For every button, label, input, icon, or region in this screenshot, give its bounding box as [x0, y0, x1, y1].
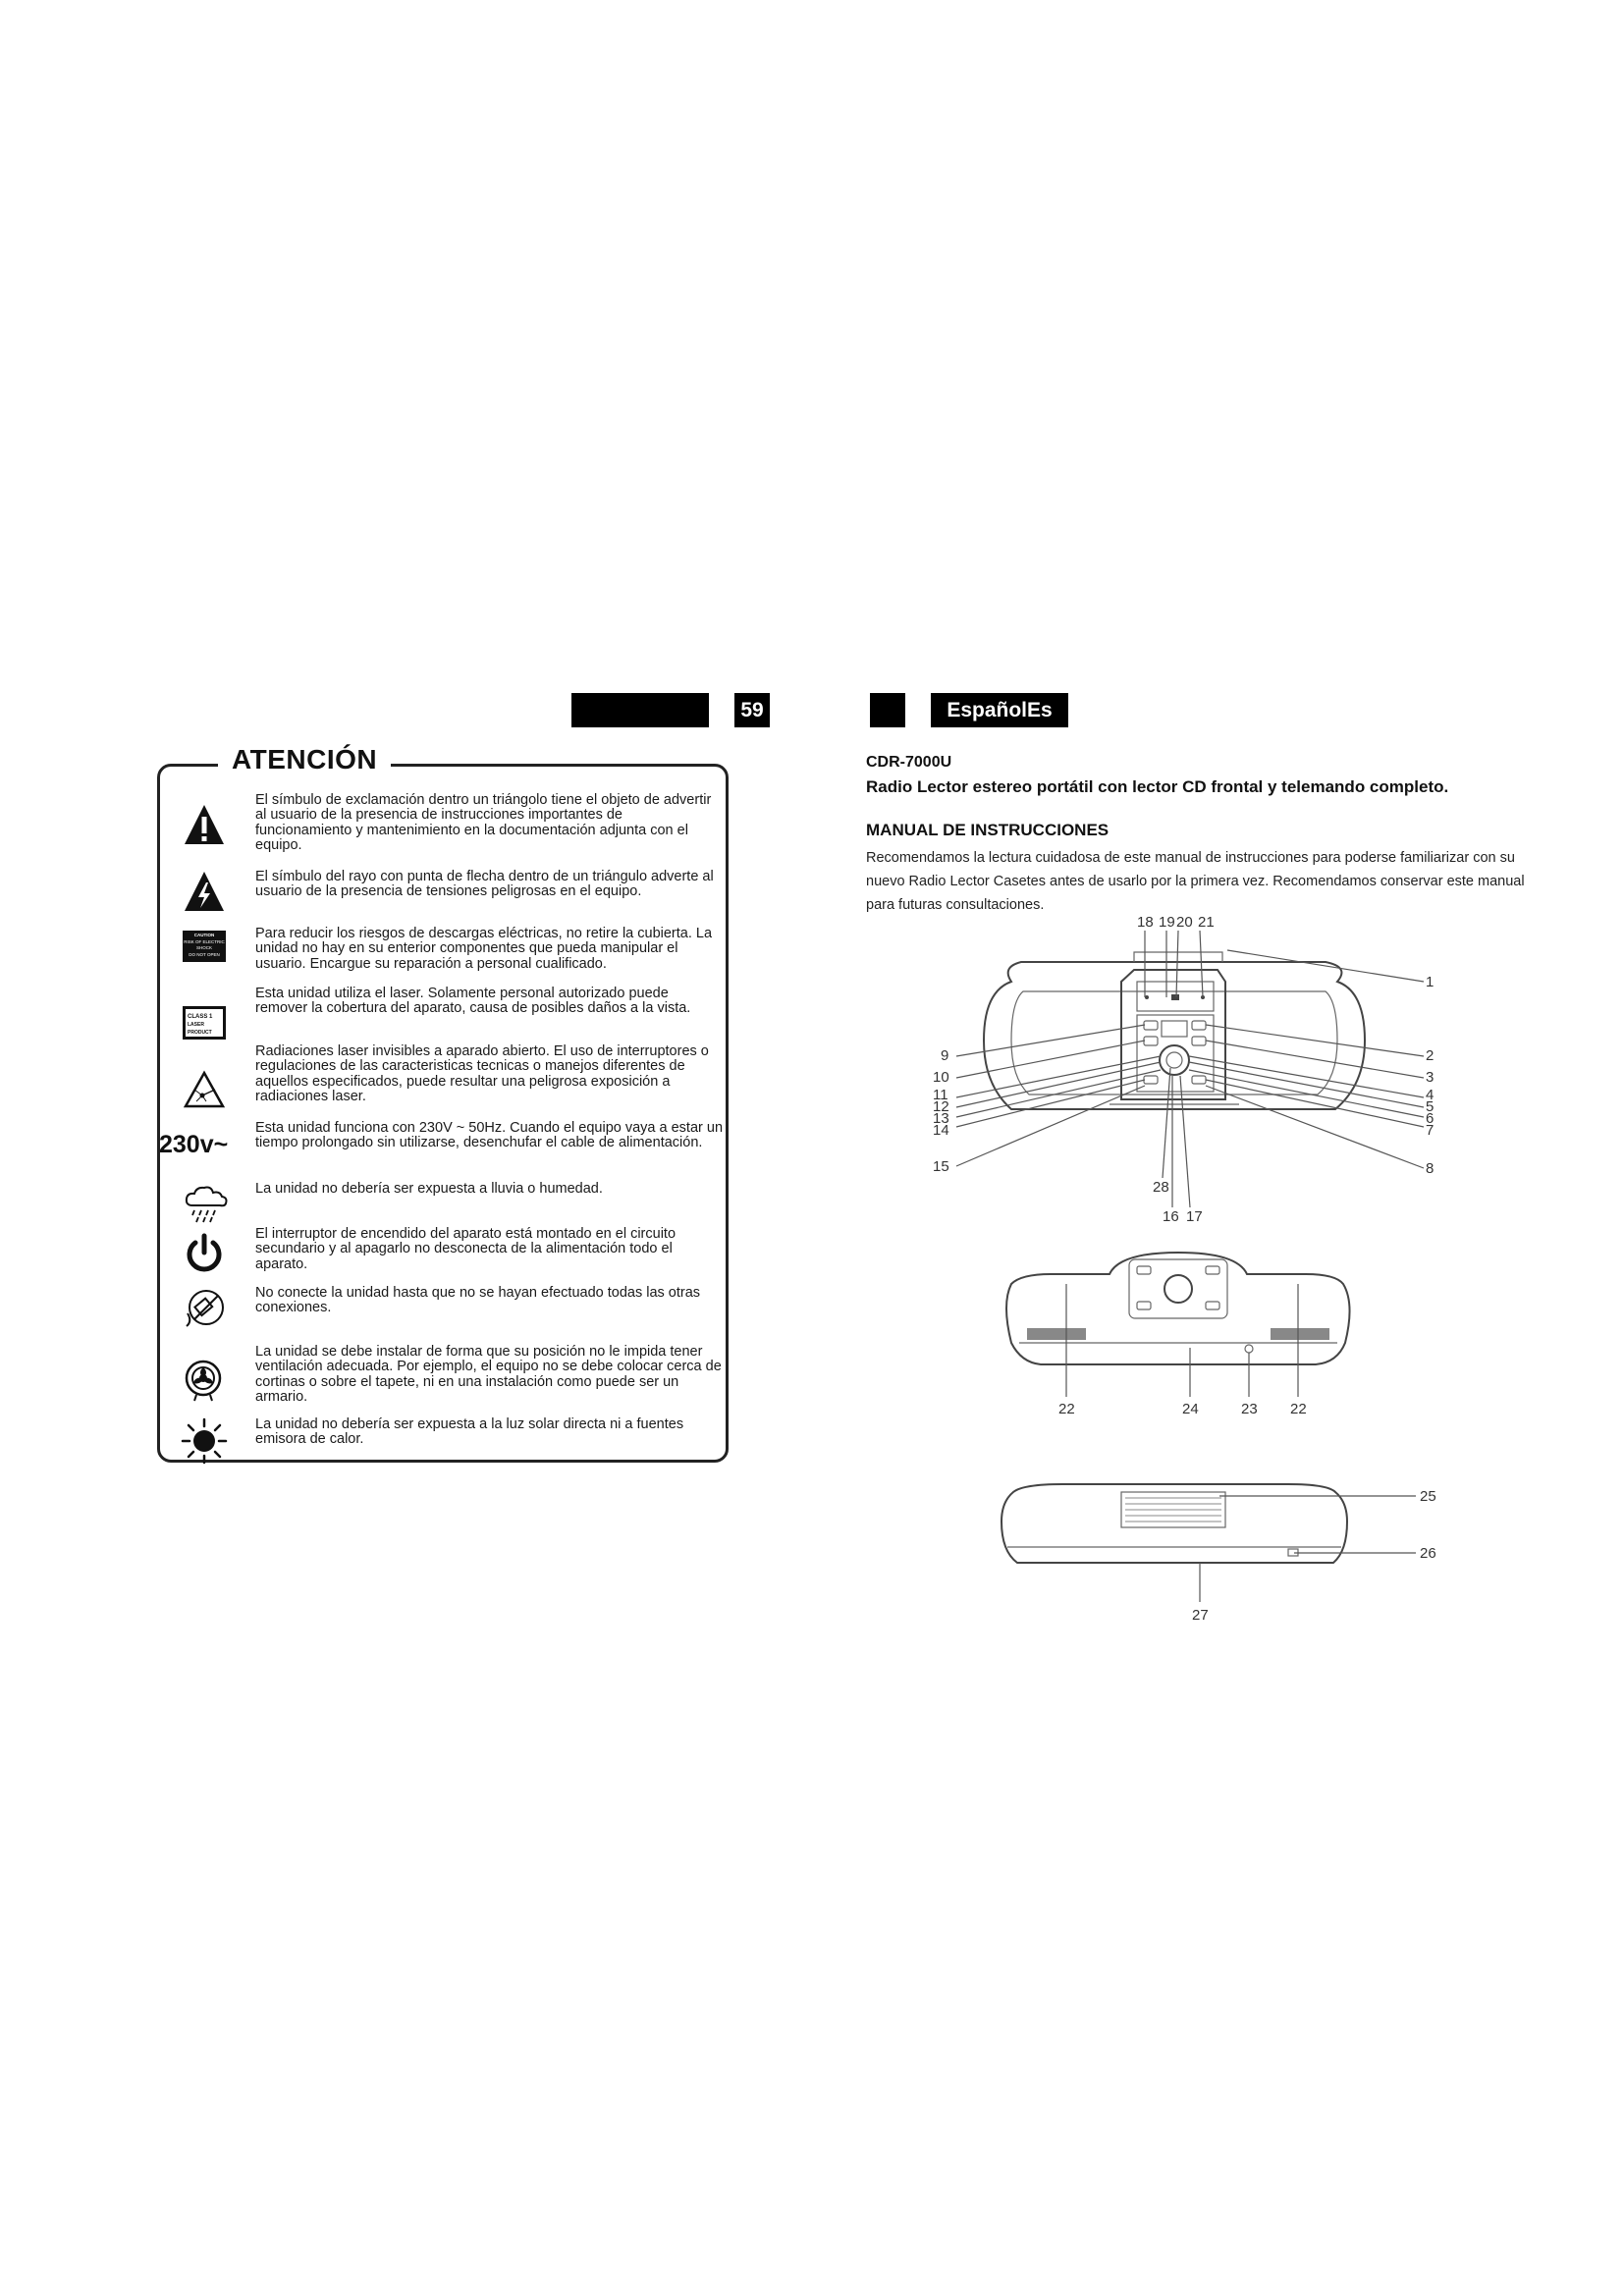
- front-view-diagram: [913, 913, 1443, 1237]
- warning-text-voltage: Esta unidad funciona con 230V ~ 50Hz. Cuando el equipo vaya a estar un tiempo prolongado sin utilizarse, desenchufar el cable de alimentación.: [255, 1120, 724, 1151]
- callout-5: 5: [1426, 1098, 1435, 1115]
- top-view-diagram: [982, 1245, 1375, 1421]
- callout-25: 25: [1420, 1488, 1436, 1505]
- language-label: EspañolEs: [947, 698, 1053, 721]
- sun-icon: [181, 1417, 228, 1465]
- callout-7: 7: [1426, 1122, 1435, 1139]
- warning-text-ventilation: La unidad se debe instalar de forma que su posición no le impida tener ventilación adecuada. Por ejemplo, el equipo no se debe colocar cerca de cortinas o sobre el tapete, ni en una instalación como puede ser un armario.: [255, 1344, 722, 1406]
- exclamation-triangle-icon: [183, 803, 226, 846]
- warning-text-exclamation: El símbulo de exclamación dentro un triángolo tiene el objeto de advertir al usuario de la presencia de instrucciones importantes de funcionamiento y mantenimiento en la documentación adjunta con el equipo.: [255, 792, 712, 854]
- caution-label-icon: [183, 931, 226, 962]
- power-icon: [185, 1233, 224, 1274]
- rain-cloud-icon: [183, 1184, 230, 1223]
- callout-8: 8: [1426, 1160, 1435, 1177]
- manual-title: MANUAL DE INSTRUCCIONES: [866, 821, 1110, 839]
- model-number: CDR-7000U: [866, 754, 952, 771]
- caution-label-line: CAUTION: [193, 933, 215, 937]
- header-small-block: [870, 693, 905, 727]
- warning-text-plug: No conecte la unidad hasta que no se hayan efectuado todas las otras conexiones.: [255, 1285, 701, 1316]
- callout-17: 17: [1186, 1208, 1203, 1225]
- callout-9: 9: [941, 1047, 949, 1064]
- page-number: 59: [740, 698, 764, 721]
- caution-label-line: RISK OF ELECTRIC: [184, 938, 225, 944]
- callout-22-right: 22: [1290, 1401, 1307, 1417]
- warning-text-power: El interruptor de encendido del aparato está montado en el circuito secundario y al apagarlo no desconecta de la alimentación todo el aparato.: [255, 1226, 677, 1272]
- callout-12: 12: [933, 1098, 949, 1115]
- callout-28: 28: [1153, 1179, 1169, 1196]
- callout-15: 15: [933, 1158, 949, 1175]
- callout-19: 19: [1159, 914, 1175, 931]
- language-tab: [931, 693, 1068, 727]
- warning-text-laser-radiation: Radiaciones laser invisibles a aparado abierto. El uso de interruptores o regulaciones de las caracteristicas tecnicas o manejos diferentes de aquellos especificados, puede resultar una peligrosa exposición a radiaciones laser.: [255, 1043, 709, 1105]
- warning-text-caution: Para reducir los riesgos de descargas eléctricas, no retire la cubierta. La unidad no hay en su enterior componentes que pueda manipular el usuario. Encargue su reparación a personal cualificado.: [255, 926, 713, 972]
- lightning-triangle-icon: [183, 870, 226, 913]
- header-left-bar: [571, 693, 709, 727]
- laser-triangle-icon: [183, 1070, 226, 1109]
- ventilation-fan-icon: [183, 1359, 224, 1402]
- voltage-icon: 230v~: [159, 1131, 229, 1158]
- callout-27: 27: [1192, 1607, 1209, 1624]
- callout-6: 6: [1426, 1110, 1435, 1127]
- back-view-diagram: [994, 1463, 1445, 1629]
- callout-1: 1: [1426, 974, 1435, 990]
- callout-2: 2: [1426, 1047, 1435, 1064]
- callout-24: 24: [1182, 1401, 1199, 1417]
- laser-label-line: LASER PRODUCT: [188, 1022, 212, 1036]
- warning-text-sun: La unidad no debería ser expuesta a la luz solar directa ni a fuentes emisora de calor.: [255, 1416, 684, 1448]
- product-description: Radio Lector estereo portátil con lector CD frontal y telemando completo.: [866, 777, 1449, 796]
- callout-21: 21: [1198, 914, 1215, 931]
- callout-16: 16: [1163, 1208, 1179, 1225]
- callout-4: 4: [1426, 1087, 1435, 1103]
- callout-26: 26: [1420, 1545, 1436, 1562]
- warning-title: ATENCIÓN: [218, 744, 391, 775]
- page-number-box: [734, 693, 770, 727]
- warning-text-lightning: El símbulo del rayo con punta de flecha dentro de un triángulo adverte al usuario de la presencia de tensiones peligrosas en el equipo.: [255, 869, 714, 900]
- manual-intro: Recomendamos la lectura cuidadosa de este manual de instrucciones para poderse familiarizar con su nuevo Radio Lector Casetes antes de usarlo por la primera vez. Recomendamos conservar este manual para futuras consultaciones.: [866, 850, 1525, 913]
- callout-18: 18: [1137, 914, 1154, 931]
- callout-20: 20: [1176, 914, 1193, 931]
- callout-23: 23: [1241, 1401, 1258, 1417]
- callout-14: 14: [933, 1122, 949, 1139]
- plug-icon: [183, 1286, 228, 1327]
- callout-3: 3: [1426, 1069, 1435, 1086]
- callout-13: 13: [933, 1110, 949, 1127]
- laser-label-line: CLASS 1: [188, 1014, 213, 1020]
- warning-text-rain: La unidad no debería ser expuesta a lluvia o humedad.: [255, 1181, 603, 1197]
- callout-11: 11: [933, 1087, 948, 1103]
- caution-label-line: SHOCK: [195, 945, 212, 950]
- warning-text-laser-class: Esta unidad utiliza el laser. Solamente personal autorizado puede remover la cobertura del aparato, causa de posibles daños a la vista.: [255, 986, 691, 1017]
- callout-22-left: 22: [1058, 1401, 1075, 1417]
- class1-laser-label-icon: [183, 1006, 226, 1040]
- callout-10: 10: [933, 1069, 949, 1086]
- caution-label-line: DO NOT OPEN: [189, 951, 220, 957]
